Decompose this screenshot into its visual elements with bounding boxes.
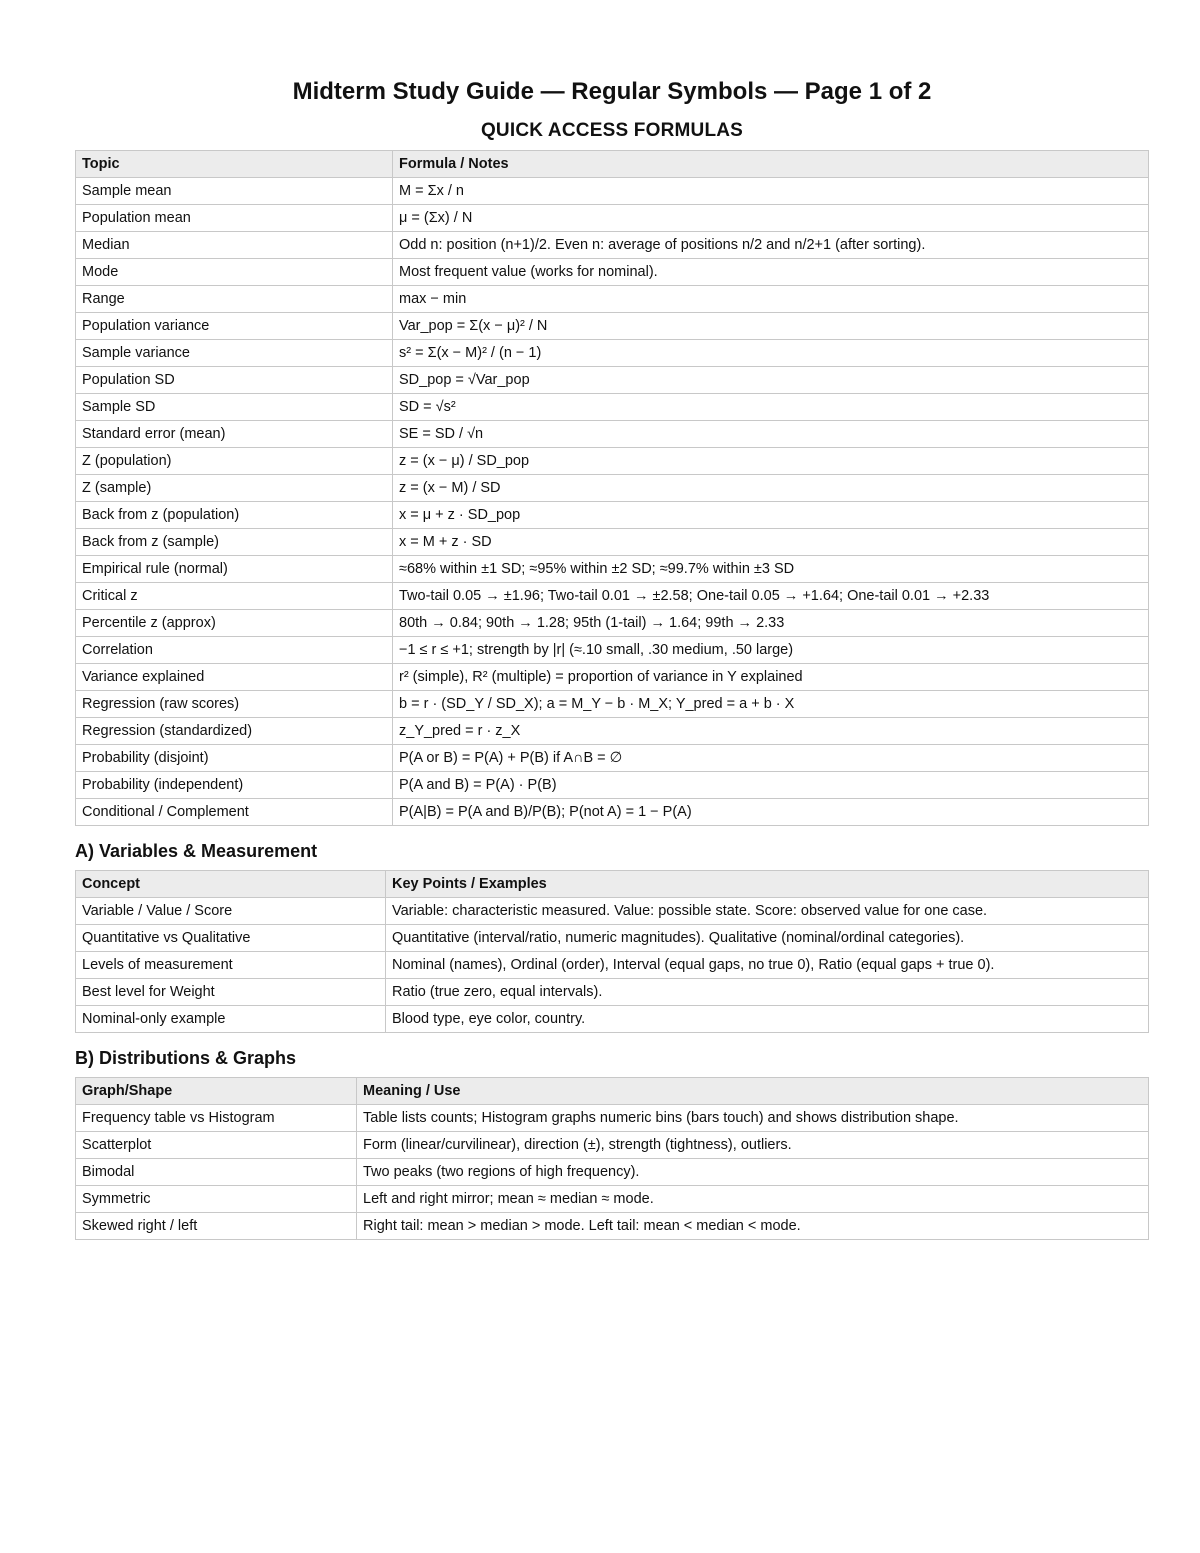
row-value-cell: z = (x − M) / SD: [393, 475, 1149, 502]
table-row: [76, 718, 1149, 745]
row-value-cell: Quantitative (interval/ratio, numeric magnitudes). Qualitative (nominal/ordinal categories).: [386, 925, 1149, 952]
row-value-cell: M = Σx / n: [393, 178, 1149, 205]
row-label-cell: Bimodal: [76, 1159, 357, 1186]
row-label-cell: Population variance: [76, 313, 393, 340]
table-row: [76, 502, 1149, 529]
row-value-cell: Form (linear/curvilinear), direction (±), strength (tightness), outliers.: [357, 1132, 1149, 1159]
row-label-cell: Scatterplot: [76, 1132, 357, 1159]
page-subtitle: QUICK ACCESS FORMULAS: [480, 120, 744, 141]
row-label-cell: Skewed right / left: [76, 1213, 357, 1240]
row-value-cell: Odd n: position (n+1)/2. Even n: average of positions n/2 and n/2+1 (after sorting).: [393, 232, 1149, 259]
row-label-cell: Population SD: [76, 367, 393, 394]
row-value-cell: b = r · (SD_Y / SD_X); a = M_Y − b · M_X; Y_pred = a + b · X: [393, 691, 1149, 718]
variables-table: [75, 870, 1149, 1033]
row-value-cell: r² (simple), R² (multiple) = proportion of variance in Y explained: [393, 664, 1149, 691]
table-row: [76, 1006, 1149, 1033]
row-label-cell: Quantitative vs Qualitative: [76, 925, 386, 952]
table-row: [76, 583, 1149, 610]
row-value-cell: max − min: [393, 286, 1149, 313]
row-label-cell: Correlation: [76, 637, 393, 664]
row-label-cell: Conditional / Complement: [76, 799, 393, 826]
page-title: Midterm Study Guide — Regular Symbols — Page 1 of 2: [292, 78, 932, 105]
table-row: [76, 1186, 1149, 1213]
row-label-cell: Variable / Value / Score: [76, 898, 386, 925]
table-row: [76, 1159, 1149, 1186]
row-value-cell: P(A or B) = P(A) + P(B) if A∩B = ∅: [393, 745, 1149, 772]
row-value-cell: μ = (Σx) / N: [393, 205, 1149, 232]
table-row: [76, 313, 1149, 340]
row-label-cell: Regression (standardized): [76, 718, 393, 745]
row-label-cell: Critical z: [76, 583, 393, 610]
row-value-cell: Right tail: mean > median > mode. Left tail: mean < median < mode.: [357, 1213, 1149, 1240]
column-header: Concept: [76, 871, 386, 898]
row-value-cell: x = M + z · SD: [393, 529, 1149, 556]
row-value-cell: Variable: characteristic measured. Value: possible state. Score: observed value for one case.: [386, 898, 1149, 925]
row-value-cell: Ratio (true zero, equal intervals).: [386, 979, 1149, 1006]
table-row: [76, 394, 1149, 421]
row-label-cell: Back from z (sample): [76, 529, 393, 556]
row-label-cell: Population mean: [76, 205, 393, 232]
table-row: [76, 691, 1149, 718]
row-label-cell: Symmetric: [76, 1186, 357, 1213]
row-label-cell: Z (sample): [76, 475, 393, 502]
table-row: [76, 1132, 1149, 1159]
table-row: [76, 799, 1149, 826]
row-label-cell: Regression (raw scores): [76, 691, 393, 718]
row-label-cell: Frequency table vs Histogram: [76, 1105, 357, 1132]
row-label-cell: Nominal-only example: [76, 1006, 386, 1033]
row-label-cell: Probability (disjoint): [76, 745, 393, 772]
table-row: [76, 925, 1149, 952]
row-value-cell: SD = √s²: [393, 394, 1149, 421]
row-value-cell: Table lists counts; Histogram graphs numeric bins (bars touch) and shows distribution shape.: [357, 1105, 1149, 1132]
row-label-cell: Range: [76, 286, 393, 313]
table-row: [76, 556, 1149, 583]
column-header: Formula / Notes: [393, 151, 1149, 178]
table-row: [76, 610, 1149, 637]
column-header: Topic: [76, 151, 393, 178]
column-header: Key Points / Examples: [386, 871, 1149, 898]
variables-table-body: [76, 898, 1149, 1033]
table-row: [76, 529, 1149, 556]
formulas-table-body: [76, 178, 1149, 826]
table-header-row: [76, 151, 1149, 178]
row-label-cell: Standard error (mean): [76, 421, 393, 448]
row-label-cell: Z (population): [76, 448, 393, 475]
document-page: [75, 72, 1149, 1240]
row-label-cell: Median: [76, 232, 393, 259]
row-value-cell: Two-tail 0.05 → ±1.96; Two-tail 0.01 → ±2.58; One-tail 0.05 → +1.64; One-tail 0.01 → +2.33: [393, 583, 1149, 610]
row-value-cell: 80th → 0.84; 90th → 1.28; 95th (1-tail) → 1.64; 99th → 2.33: [393, 610, 1149, 637]
row-label-cell: Empirical rule (normal): [76, 556, 393, 583]
table-row: [76, 475, 1149, 502]
table-row: [76, 232, 1149, 259]
row-value-cell: ≈68% within ±1 SD; ≈95% within ±2 SD; ≈99.7% within ±3 SD: [393, 556, 1149, 583]
column-header: Graph/Shape: [76, 1078, 357, 1105]
row-value-cell: Blood type, eye color, country.: [386, 1006, 1149, 1033]
column-header: Meaning / Use: [357, 1078, 1149, 1105]
row-value-cell: Nominal (names), Ordinal (order), Interval (equal gaps, no true 0), Ratio (equal gaps + true 0).: [386, 952, 1149, 979]
row-label-cell: Mode: [76, 259, 393, 286]
row-value-cell: −1 ≤ r ≤ +1; strength by |r| (≈.10 small, .30 medium, .50 large): [393, 637, 1149, 664]
row-value-cell: P(A|B) = P(A and B)/P(B); P(not A) = 1 − P(A): [393, 799, 1149, 826]
row-label-cell: Levels of measurement: [76, 952, 386, 979]
row-value-cell: Most frequent value (works for nominal).: [393, 259, 1149, 286]
table-row: [76, 286, 1149, 313]
table-row: [76, 637, 1149, 664]
table-row: [76, 664, 1149, 691]
row-value-cell: SD_pop = √Var_pop: [393, 367, 1149, 394]
table-row: [76, 745, 1149, 772]
table-row: [76, 772, 1149, 799]
table-row: [76, 367, 1149, 394]
row-value-cell: x = μ + z · SD_pop: [393, 502, 1149, 529]
row-label-cell: Back from z (population): [76, 502, 393, 529]
row-label-cell: Sample SD: [76, 394, 393, 421]
table-row: [76, 178, 1149, 205]
row-value-cell: s² = Σ(x − M)² / (n − 1): [393, 340, 1149, 367]
row-label-cell: Sample variance: [76, 340, 393, 367]
table-row: [76, 340, 1149, 367]
table-row: [76, 421, 1149, 448]
row-value-cell: SE = SD / √n: [393, 421, 1149, 448]
section-heading-distributions: B) Distributions & Graphs: [75, 1048, 297, 1068]
row-value-cell: Left and right mirror; mean ≈ median ≈ mode.: [357, 1186, 1149, 1213]
row-label-cell: Variance explained: [76, 664, 393, 691]
row-label-cell: Percentile z (approx): [76, 610, 393, 637]
table-header-row: [76, 871, 1149, 898]
formulas-table: [75, 150, 1149, 826]
table-row: [76, 952, 1149, 979]
section-heading-variables: A) Variables & Measurement: [75, 841, 318, 861]
table-row: [76, 979, 1149, 1006]
table-row: [76, 259, 1149, 286]
distributions-table-body: [76, 1105, 1149, 1240]
row-value-cell: Var_pop = Σ(x − μ)² / N: [393, 313, 1149, 340]
table-header-row: [76, 1078, 1149, 1105]
row-label-cell: Probability (independent): [76, 772, 393, 799]
row-label-cell: Sample mean: [76, 178, 393, 205]
distributions-table: [75, 1077, 1149, 1240]
table-row: [76, 1105, 1149, 1132]
row-value-cell: z = (x − μ) / SD_pop: [393, 448, 1149, 475]
row-label-cell: Best level for Weight: [76, 979, 386, 1006]
row-value-cell: Two peaks (two regions of high frequency).: [357, 1159, 1149, 1186]
row-value-cell: P(A and B) = P(A) · P(B): [393, 772, 1149, 799]
table-row: [76, 205, 1149, 232]
table-row: [76, 1213, 1149, 1240]
row-value-cell: z_Y_pred = r · z_X: [393, 718, 1149, 745]
table-row: [76, 448, 1149, 475]
table-row: [76, 898, 1149, 925]
